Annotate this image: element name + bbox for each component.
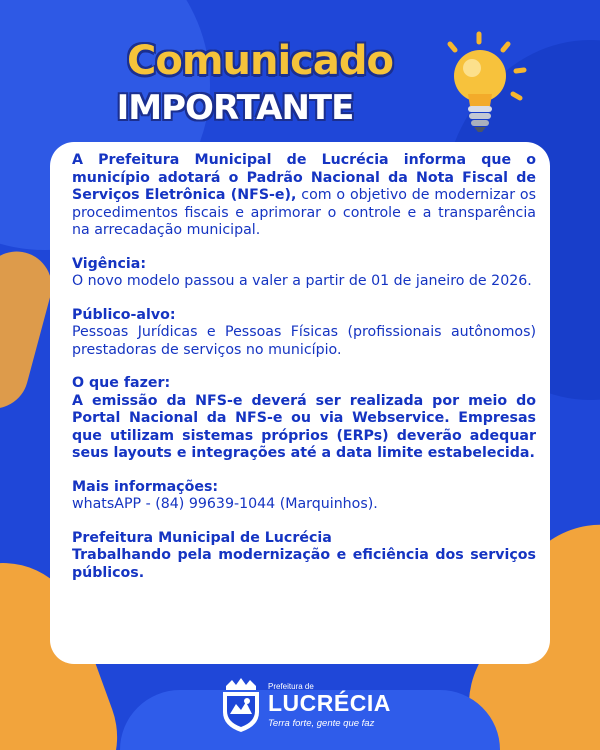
fazer-text: A emissão da NFS-e deverá ser realizada por meio do Portal Nacional da NFS-e ou via Webservice. Empresas que utilizam sistemas próprios (ERPs) deverão adequar seus layouts e integrações até a data limite estabelecida.	[72, 392, 536, 461]
content-card	[50, 142, 550, 664]
city-crest-icon	[218, 676, 264, 734]
vigencia-section	[72, 256, 536, 291]
signature-text: Trabalhando pela modernização e eficiência dos serviços públicos.	[72, 547, 536, 581]
publico-text: Pessoas Jurídicas e Pessoas Físicas (profissionais autônomos) prestadoras de serviços no município.	[72, 324, 536, 358]
info-text: whatsAPP - (84) 99639-1044 (Marquinhos).	[72, 496, 378, 512]
fazer-heading: O que fazer:	[72, 375, 171, 391]
vigencia-heading: Vigência:	[72, 255, 146, 272]
title-importante: IMPORTANTE	[116, 88, 354, 128]
info-heading: Mais informações:	[72, 478, 219, 495]
publico-section	[72, 307, 536, 360]
fazer-section	[72, 375, 536, 463]
lightbulb-icon	[424, 28, 534, 138]
publico-heading: Público-alvo:	[72, 306, 176, 323]
intro-text: com o objetivo de modernizar os procedimentos fiscais e aprimorar o controle e a transparência na arrecadação municipal.	[72, 187, 536, 238]
intro-bold-text: A Prefeitura Municipal de Lucrécia informa que o município adotará o Padrão Nacional da Nota Fiscal de Serviços Eletrônica (NFS-e),	[72, 152, 536, 203]
footer-slogan: Terra forte, gente que faz	[268, 718, 375, 729]
title-comunicado: Comunicado	[127, 38, 393, 84]
info-section	[72, 479, 536, 514]
footer-small-label: Prefeitura de	[268, 682, 314, 691]
vigencia-text: O novo modelo passou a valer a partir de 01 de janeiro de 2026.	[72, 273, 532, 289]
signature-heading: Prefeitura Municipal de Lucrécia	[72, 529, 332, 546]
intro-paragraph	[72, 152, 536, 240]
footer-city-name: LUCRÉCIA	[268, 690, 391, 716]
footer-logo	[218, 676, 398, 736]
signature-section	[72, 530, 536, 583]
